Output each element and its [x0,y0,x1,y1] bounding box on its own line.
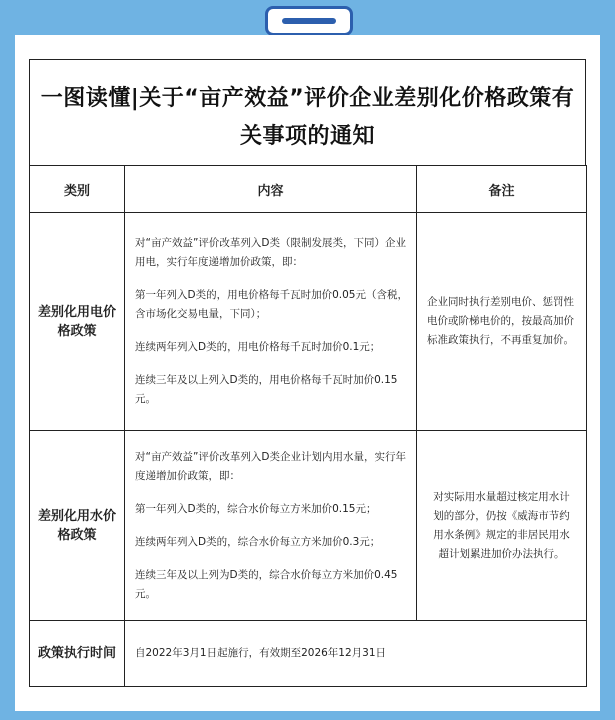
policy-table [29,165,587,687]
table-row-effective-date [30,621,587,687]
clipboard-clip-icon [265,6,353,36]
content-paragraph: 连续三年及以上列为D类的，综合水价每立方米加价0.45元。 [135,568,398,600]
content-paragraph: 对“亩产效益”评价改革列入D类（限制发展类，下同）企业用电，实行年度递增加价政策，即： [135,237,406,268]
content-cell [125,213,417,431]
header-note: 备注 [417,166,587,213]
category-cell: 差别化用电价格政策 [30,213,125,431]
note-cell: 企业同时执行差别电价、惩罚性电价或阶梯电价的，按最高加价标准政策执行，不再重复加价。 [417,213,587,431]
content-paragraph: 连续两年列入D类的，综合水价每立方米加价0.3元； [135,535,381,548]
content-paragraph: 连续三年及以上列入D类的，用电价格每千瓦时加价0.15元。 [135,374,398,405]
content-cell: 自2022年3月1日起施行，有效期至2026年12月31日 [125,621,587,687]
content-paragraph: 第一年列入D类的，综合水价每立方米加价0.15元； [135,502,377,515]
content-paragraph: 连续两年列入D类的，用电价格每千瓦时加价0.1元； [135,341,381,353]
table-row-water [30,431,587,621]
page-title: 一图读懂|关于“亩产效益”评价企业差别化价格政策有关事项的通知 [40,86,575,149]
table-row-electricity [30,213,587,431]
header-category: 类别 [30,166,125,213]
content-cell [125,431,417,621]
title-box [29,59,586,165]
content-paragraph: 第一年列入D类的，用电价格每千瓦时加价0.05元（含税，含市场化交易电量，下同）； [135,289,408,320]
category-cell: 政策执行时间 [30,621,125,687]
table-header-row [30,166,587,213]
notice-card [15,35,600,711]
clip-bar [282,18,336,24]
category-cell: 差别化用水价格政策 [30,431,125,621]
content-paragraph: 对“亩产效益”评价改革列入D类企业计划内用水量，实行年度递增加价政策，即： [135,450,406,482]
header-content: 内容 [125,166,417,213]
note-cell: 对实际用水量超过核定用水计划的部分，仍按《威海市节约用水条例》规定的非居民用水超计划累进加价办法执行。 [417,431,587,621]
